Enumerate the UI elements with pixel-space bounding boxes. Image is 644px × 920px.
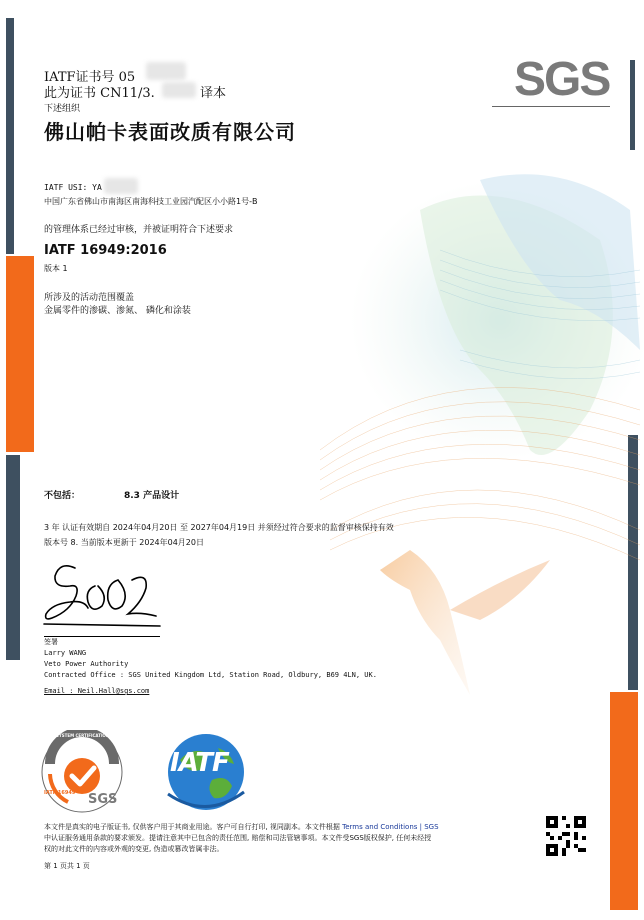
footer-line-2: 中认证服务通用条款的要求颁发。提请注意其中已包含的责任范围, 赔偿和司法管辖事项。本文件受SGS版权保护, 任何未经授 bbox=[44, 834, 432, 842]
footer-line-1 bbox=[44, 822, 439, 832]
sgs-logo bbox=[492, 53, 610, 112]
footer-text-1: 本文件是真实的电子版证书, 仅供客户用于其商业用途。客户可自行打印, 视同副本。本文件根据 bbox=[44, 823, 343, 831]
exclusion-label: 不包括： bbox=[44, 491, 81, 501]
signer-title: Veto Power Authority bbox=[44, 660, 129, 668]
address: 中国广东省佛山市南海区南海科技工业园汽配区小小路1号-B bbox=[44, 197, 258, 206]
signer-name: Larry WANG bbox=[44, 649, 87, 657]
company-name: 佛山帕卡表面改质有限公司 bbox=[44, 120, 296, 144]
left-bar-orange bbox=[6, 256, 34, 452]
seal-sgs-text: SGS bbox=[88, 792, 118, 807]
watermark-graphic bbox=[300, 150, 644, 750]
scope: 金属零件的渗碳、渗氮、 磷化和涂装 bbox=[44, 306, 191, 316]
sgs-logo-text: SGS bbox=[514, 53, 610, 106]
edition: 版本 1 bbox=[44, 264, 68, 273]
iatf-usi: IATF USI: YA bbox=[44, 183, 102, 192]
email[interactable]: Email : Neil.Hall@sgs.com bbox=[44, 687, 150, 695]
iatf-logo-text: IATF bbox=[170, 748, 229, 778]
right-bar-top bbox=[630, 60, 635, 150]
validity: 3 年 认证有效期自 2024年04月20日 至 2027年04月19日 并须经过符合要求的监督审核保持有效 bbox=[44, 523, 394, 532]
org-intro: 下述组织 bbox=[44, 104, 81, 114]
footer-line-3: 权的对此文件的内容或外观的变更, 伪造或篡改皆属非法。 bbox=[44, 845, 224, 853]
seal-top-text: SYSTEM CERTIFICATION bbox=[56, 733, 110, 738]
terms-link[interactable]: Terms and Conditions | SGS bbox=[342, 823, 439, 831]
sign-label: 签署 bbox=[44, 638, 58, 646]
exclusion-value: 8.3 产品设计 bbox=[124, 491, 180, 501]
seal-side-text: IATF 16949 bbox=[44, 790, 76, 796]
qr-code bbox=[546, 816, 586, 856]
cert-number: 此为证书 CN11/3. bbox=[44, 86, 155, 101]
redaction-1 bbox=[146, 62, 186, 80]
contracted-office: Contracted Office : SGS United Kingdom Ltd, Station Road, Oldbury, B69 4LN, UK. bbox=[44, 671, 377, 679]
iatf-cert-number: IATF证书号 05 bbox=[44, 70, 136, 85]
signature bbox=[40, 556, 170, 636]
page-number: 第 1 页共 1 页 bbox=[44, 862, 90, 870]
redaction-3 bbox=[104, 178, 138, 194]
left-bar-top bbox=[6, 18, 14, 254]
signature-underline bbox=[44, 636, 160, 637]
left-bar-bottom bbox=[6, 455, 20, 660]
statement: 的管理体系已经过审核，并被证明符合下述要求 bbox=[44, 225, 234, 235]
translation-label: 译本 bbox=[200, 86, 227, 101]
version: 版本号 8. 当前版本更新于 2024年04月20日 bbox=[44, 538, 204, 547]
scope-title: 所涉及的活动范围覆盖 bbox=[44, 293, 135, 303]
redaction-2 bbox=[162, 82, 196, 98]
standard: IATF 16949:2016 bbox=[44, 243, 167, 258]
